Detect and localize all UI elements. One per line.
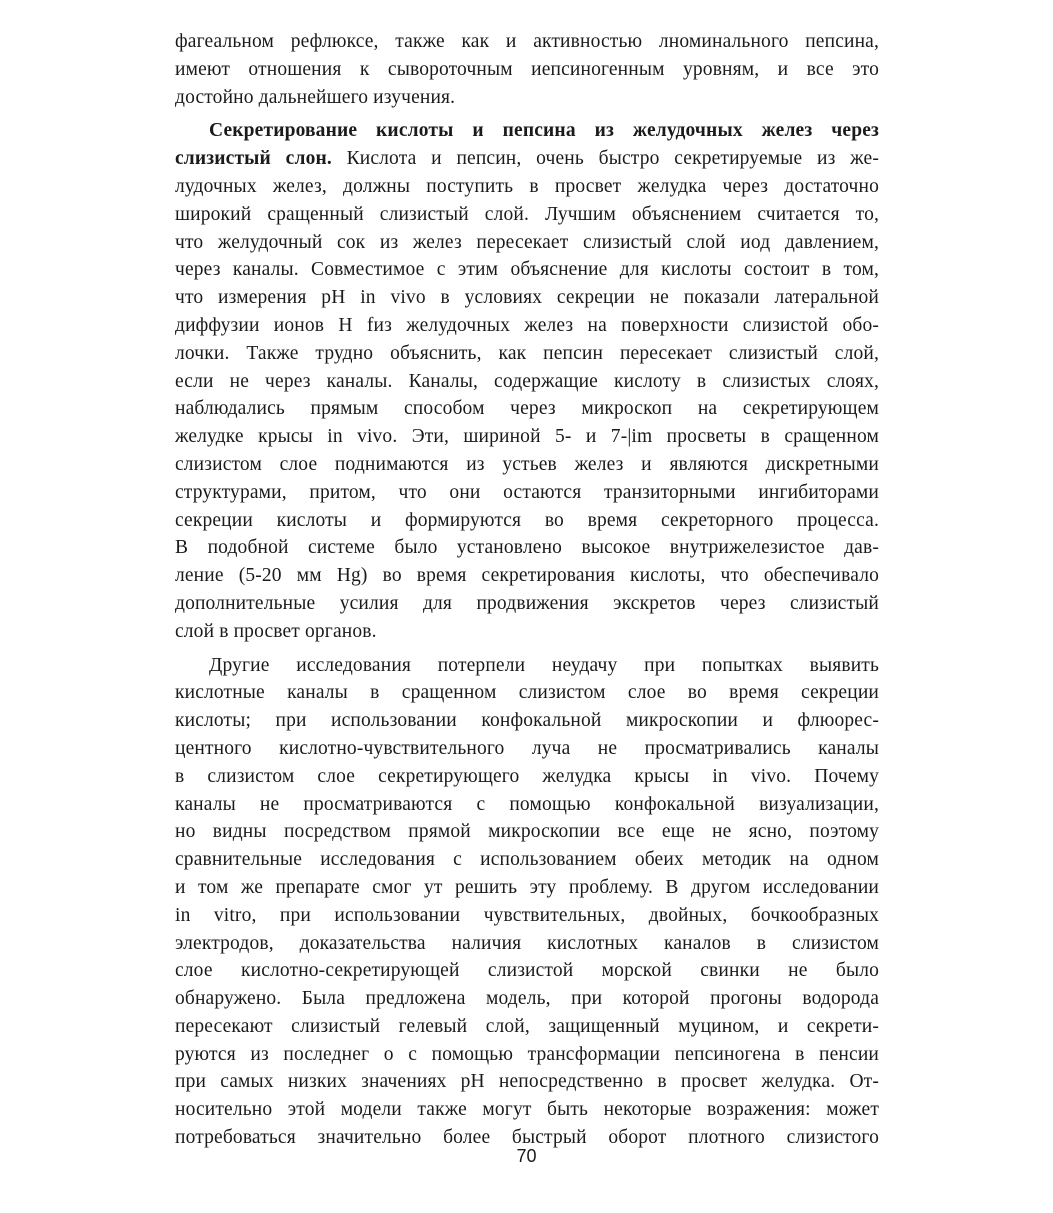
body-text: лудочных желез, должны поступить в просвет желудка через достаточно	[175, 175, 879, 197]
body-text: Другие исследования потерпели неудачу при попытках выявить	[209, 654, 879, 676]
body-text: но видны посредством прямой микроскопии все еще не ясно, поэтому	[175, 821, 879, 843]
body-text: диффузии ионов H fиз желудочных желез на поверхности слизистой обо-	[175, 314, 879, 336]
body-text: кислоты; при использовании конфокальной микроскопии и флюорес-	[175, 710, 879, 732]
text-line	[175, 312, 879, 340]
bold-heading-text: Секретирование кислоты и пепсина из желудочных желез через	[209, 120, 879, 142]
text-line	[175, 763, 879, 791]
text-line	[175, 56, 879, 84]
body-text: руются из последнег о с помощью трансформации пепсиногена в пенсии	[175, 1043, 879, 1065]
text-line	[175, 395, 879, 423]
text-line	[175, 957, 879, 985]
body-text: при самых низких значениях pH непосредственно в просвет желудка. От-	[175, 1071, 879, 1093]
text-line	[175, 507, 879, 535]
text-line	[175, 618, 879, 646]
body-text: каналы не просматриваются с помощью конфокальной визуализации,	[175, 793, 879, 815]
text-line	[175, 284, 879, 312]
text-line	[175, 201, 879, 229]
text-line	[175, 28, 879, 56]
text-line	[175, 902, 879, 930]
body-text: дополнительные усилия для продвижения экскретов через слизистый	[175, 592, 879, 614]
text-line	[175, 1013, 879, 1041]
body-text: слой в просвет органов.	[175, 620, 377, 642]
body-text: в слизистом слое секретирующего желудка крысы in vivo. Почему	[175, 765, 879, 787]
text-line	[175, 1041, 879, 1069]
text-line	[175, 423, 879, 451]
body-text: кислотные каналы в сращенном слизистом слое во время секреции	[175, 682, 879, 704]
text-line	[175, 985, 879, 1013]
text-line	[175, 930, 879, 958]
body-text: лочки. Также трудно объяснить, как пепсин пересекает слизистый слой,	[175, 342, 879, 364]
text-line	[175, 1096, 879, 1124]
body-text: что измерения pH in vivo в условиях секреции не показали латеральной	[175, 287, 879, 309]
text-line	[175, 256, 879, 284]
body-text: электродов, доказательства наличия кислотных каналов в слизистом	[175, 932, 879, 954]
body-text: структурами, притом, что они остаются транзиторными ингибиторами	[175, 481, 879, 503]
text-line	[175, 340, 879, 368]
body-text: и том же препарате смог ут решить эту проблему. В другом исследовании	[175, 876, 879, 898]
body-text: имеют отношения к сывороточным иепсиногенным уровням, и все это	[175, 58, 879, 80]
text-line	[175, 679, 879, 707]
body-text: потребоваться значительно более быстрый оборот плотного слизистого	[175, 1127, 879, 1149]
body-text: через каналы. Совместимое с этим объяснение для кислоты состоит в том,	[175, 259, 879, 281]
text-line	[175, 451, 879, 479]
text-line	[175, 117, 879, 145]
text-line	[175, 479, 879, 507]
body-text: слое кислотно-секретирующей слизистой морской свинки не было	[175, 960, 879, 982]
text-line	[175, 735, 879, 763]
document-page	[175, 28, 879, 1152]
body-text: широкий сращенный слизистый слой. Лучшим объяснением считается то,	[175, 203, 879, 225]
body-text: секреции кислоты и формируются во время секреторного процесса.	[175, 509, 879, 531]
text-line	[175, 534, 879, 562]
body-text: ление (5-20 мм Hg) во время секретирования кислоты, что обеспечивало	[175, 565, 879, 587]
body-text: слизистом слое поднимаются из устьев желез и являются дискретными	[175, 453, 879, 475]
body-text: сравнительные исследования с использованием обеих методик на одном	[175, 849, 879, 871]
body-text: пересекают слизистый гелевый слой, защищенный муцином, и секрети-	[175, 1015, 879, 1037]
text-line	[175, 84, 879, 112]
text-line	[175, 652, 879, 680]
text-line	[175, 173, 879, 201]
text-line	[175, 562, 879, 590]
text-line	[175, 846, 879, 874]
text-line	[175, 368, 879, 396]
paragraph	[175, 652, 879, 1152]
body-text: В подобной системе было установлено высокое внутрижелезистое дав-	[175, 537, 879, 559]
text-line	[175, 818, 879, 846]
page-number: 70	[516, 1146, 537, 1166]
body-text: in vitro, при использовании чувствительных, двойных, бочкообразных	[175, 904, 879, 926]
body-text: фагеальном рефлюксе, также как и активностью лноминального пепсина,	[175, 31, 879, 52]
body-text: Кислота и пепсин, очень быстро секретируемые из же-	[331, 148, 879, 170]
body-text: обнаружено. Была предложена модель, при которой прогоны водорода	[175, 988, 879, 1010]
text-line	[175, 707, 879, 735]
paragraph	[175, 117, 879, 645]
text-line	[175, 590, 879, 618]
text-line	[175, 791, 879, 819]
text-line	[175, 1068, 879, 1096]
body-text: наблюдались прямым способом через микроскоп на секретирующем	[175, 398, 879, 420]
text-line	[175, 874, 879, 902]
text-line	[175, 229, 879, 257]
bold-heading-text: слизистый слон.	[175, 148, 332, 170]
body-text: желудке крысы in vivo. Эти, шириной 5- и 7-|im просветы в сращенном	[175, 426, 879, 448]
text-line	[175, 145, 879, 173]
body-text: что желудочный сок из желез пересекает слизистый слой иод давлением,	[175, 231, 879, 253]
body-text: достойно дальнейшего изучения.	[175, 86, 456, 108]
body-text: центного кислотно-чувствительного луча не просматривались каналы	[175, 737, 879, 759]
body-text: если не через каналы. Каналы, содержащие кислоту в слизистых слоях,	[175, 370, 879, 392]
paragraph	[175, 28, 879, 111]
body-text: носительно этой модели также могут быть некоторые возражения: может	[175, 1099, 879, 1121]
